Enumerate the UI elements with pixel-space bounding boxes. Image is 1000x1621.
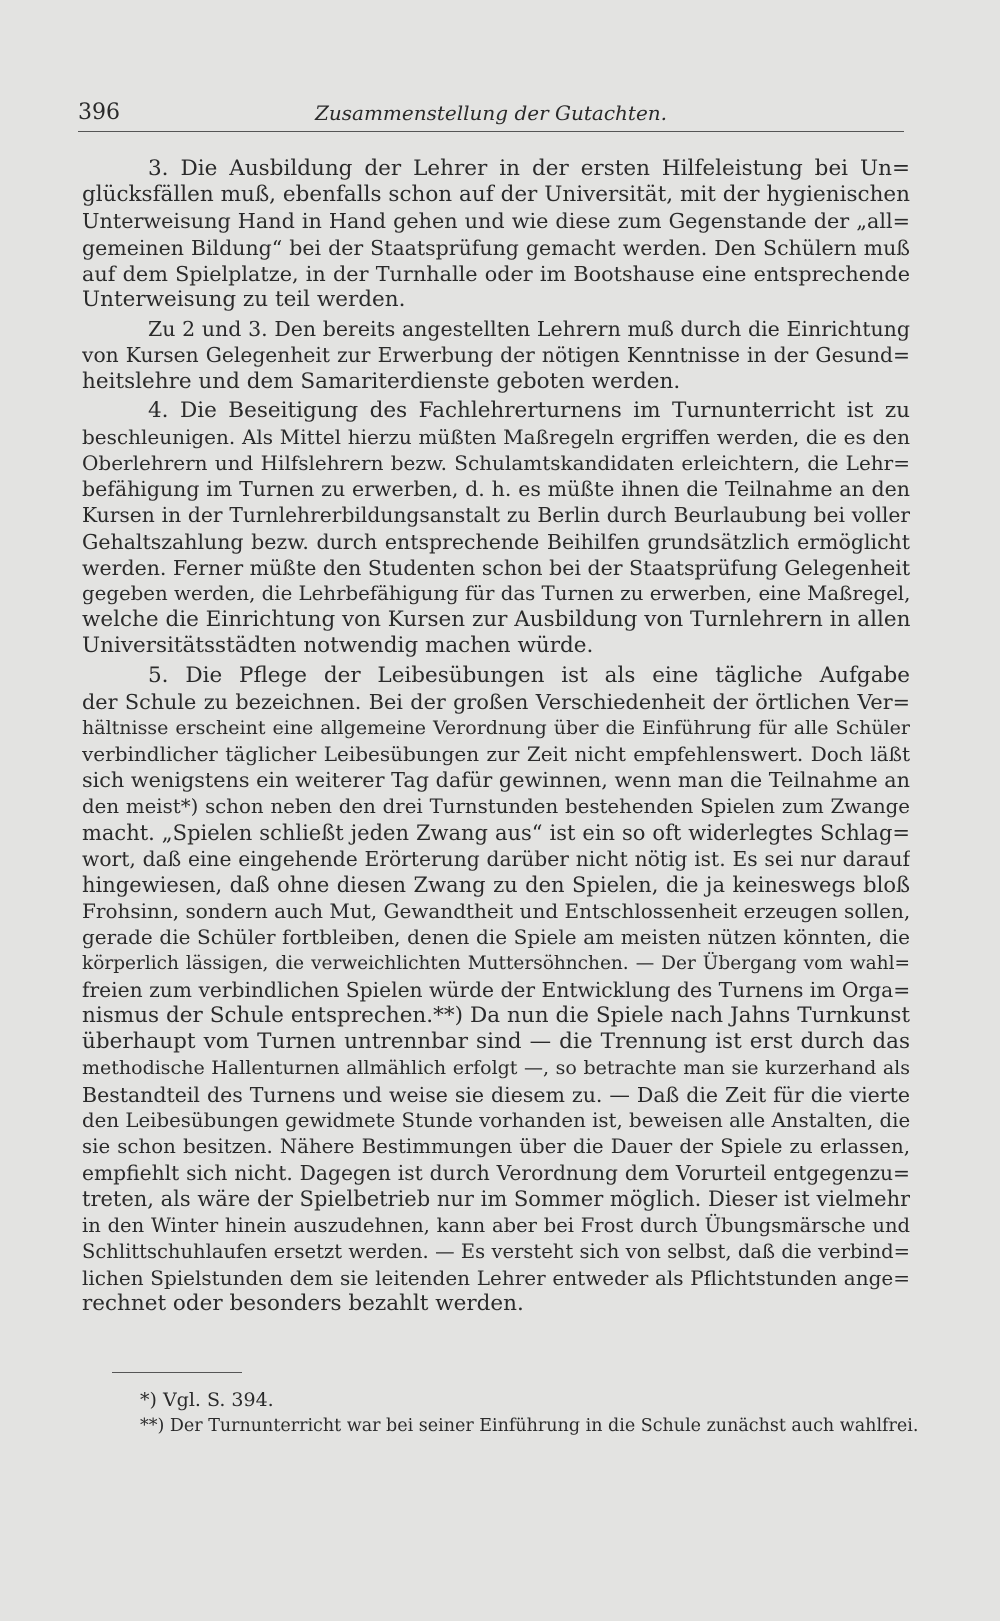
text-line: treten, als wäre der Spielbetrieb nur im Sommer möglich. Dieser ist vielmehr	[82, 1187, 910, 1212]
footnote-1: *) Vgl. S. 394.	[140, 1389, 274, 1411]
text-line: macht. „Spielen schließt jeden Zwang aus“ ist ein so oft widerlegtes Schlag=	[82, 820, 910, 845]
running-head	[78, 100, 904, 132]
text-line: sich wenigstens ein weiterer Tag dafür gewinnen, wenn man die Teilnahme an	[82, 768, 910, 793]
text-line: den meist*) schon neben den drei Turnstunden bestehenden Spielen zum Zwange	[82, 794, 910, 818]
running-title: Zusammenstellung der Gutachten.	[314, 101, 668, 125]
text-line: Frohsinn, sondern auch Mut, Gewandtheit und Entschlossenheit erzeugen sollen,	[82, 899, 910, 924]
text-line: Unterweisung Hand in Hand gehen und wie diese zum Gegenstande der „all=	[82, 209, 910, 234]
text-line: lichen Spielstunden dem sie leitenden Lehrer entweder als Pflichtstunden ange=	[82, 1265, 910, 1290]
text-line: körperlich lässigen, die verweichlichten Muttersöhnchen. — Der Übergang vom wahl=	[82, 952, 910, 974]
text-line: wort, daß eine eingehende Erörterung darüber nicht nötig ist. Es sei nur darauf	[82, 846, 910, 871]
text-line: beschleunigen. Als Mittel hierzu müßten Maßregeln ergriffen werden, die es den	[82, 424, 910, 449]
body-text	[82, 156, 910, 1317]
text-line: 4. Die Beseitigung des Fachlehrerturnens im Turnunterricht ist zu	[148, 397, 910, 423]
text-line: methodische Hallenturnen allmählich erfolgt —, so betrachte man sie kurzerhand als	[82, 1057, 910, 1080]
text-line: nismus der Schule entsprechen.**) Da nun die Spiele nach Jahns Turnkunst	[82, 1003, 910, 1028]
text-line: 5. Die Pflege der Leibesübungen ist als eine tägliche Aufgabe	[148, 662, 910, 688]
text-line: gemeinen Bildung“ bei der Staatsprüfung gemacht werden. Den Schülern muß	[82, 235, 910, 260]
header-rule	[78, 131, 904, 132]
text-line: glücksfällen muß, ebenfalls schon auf der Universität, mit der hygienischen	[82, 182, 910, 208]
text-line: von Kursen Gelegenheit zur Erwerbung der nötigen Kenntnisse in der Gesund=	[82, 343, 910, 368]
text-line: Schlittschuhlaufen ersetzt werden. — Es versteht sich von selbst, daß die verbind=	[82, 1239, 910, 1263]
text-line: werden. Ferner müßte den Studenten schon bei der Staatsprüfung Gelegenheit	[82, 555, 910, 580]
footnotes	[140, 1387, 920, 1439]
text-line: 3. Die Ausbildung der Lehrer in der ersten Hilfeleistung bei Un=	[148, 156, 910, 181]
text-line: welche die Einrichtung von Kursen zur Ausbildung von Turnlehrern in allen	[82, 607, 910, 633]
text-line: empfiehlt sich nicht. Dagegen ist durch Verordnung dem Vorurteil entgegenzu=	[82, 1161, 910, 1186]
text-line: in den Winter hinein auszudehnen, kann aber bei Frost durch Übungsmärsche und	[82, 1213, 910, 1237]
footnote-rule	[112, 1372, 242, 1373]
text-line: auf dem Spielplatze, in der Turnhalle oder im Bootshause eine entsprechende	[82, 261, 910, 286]
text-line: Zu 2 und 3. Den bereits angestellten Lehrern muß durch die Einrichtung	[148, 317, 910, 342]
page-number: 396	[78, 100, 120, 125]
text-line: befähigung im Turnen zu erwerben, d. h. es müßte ihnen die Teilnahme an den	[82, 477, 910, 502]
text-line: rechnet oder besonders bezahlt werden.	[82, 1291, 524, 1317]
text-line: Bestandteil des Turnens und weise sie diesem zu. — Daß die Zeit für die vierte	[82, 1082, 910, 1107]
text-line: verbindlicher täglicher Leibesübungen zur Zeit nicht empfehlenswert. Doch läßt	[82, 742, 910, 767]
text-line: sie schon besitzen. Nähere Bestimmungen über die Dauer der Spiele zu erlassen,	[82, 1134, 910, 1158]
text-line: der Schule zu bezeichnen. Bei der großen Verschiedenheit der örtlichen Ver=	[82, 689, 910, 714]
text-line: freien zum verbindlichen Spielen würde der Entwicklung des Turnens im Orga=	[82, 977, 910, 1002]
text-line: hältnisse erscheint eine allgemeine Verordnung über die Einführung für alle Schüler	[82, 716, 910, 739]
text-line: Universitätsstädten notwendig machen würde.	[82, 633, 594, 659]
text-line: Kursen in der Turnlehrerbildungsanstalt zu Berlin durch Beurlaubung bei voller	[82, 503, 910, 528]
text-line: überhaupt vom Turnen untrennbar sind — die Trennung ist erst durch das	[82, 1029, 910, 1055]
footnote-2: **) Der Turnunterricht war bei seiner Einführung in die Schule zunächst auch wahlfrei.	[140, 1416, 919, 1436]
text-line: Gehaltszahlung bezw. durch entsprechende Beihilfen grundsätzlich ermöglicht	[82, 529, 910, 554]
text-line: heitslehre und dem Samariterdienste geboten werden.	[82, 368, 681, 394]
text-line: gerade die Schüler fortbleiben, denen die Spiele am meisten nützen könnten, die	[82, 925, 910, 950]
text-line: gegeben werden, die Lehrbefähigung für das Turnen zu erwerben, eine Maßregel,	[82, 582, 910, 605]
text-line: den Leibesübungen gewidmete Stunde vorhanden ist, beweisen alle Anstalten, die	[82, 1108, 910, 1132]
text-line: Oberlehrern und Hilfslehrern bezw. Schulamtskandidaten erleichtern, die Lehr=	[82, 451, 910, 476]
text-line: Unterweisung zu teil werden.	[82, 286, 406, 312]
text-line: hingewiesen, daß ohne diesen Zwang zu den Spielen, die ja keineswegs bloß	[82, 873, 910, 898]
